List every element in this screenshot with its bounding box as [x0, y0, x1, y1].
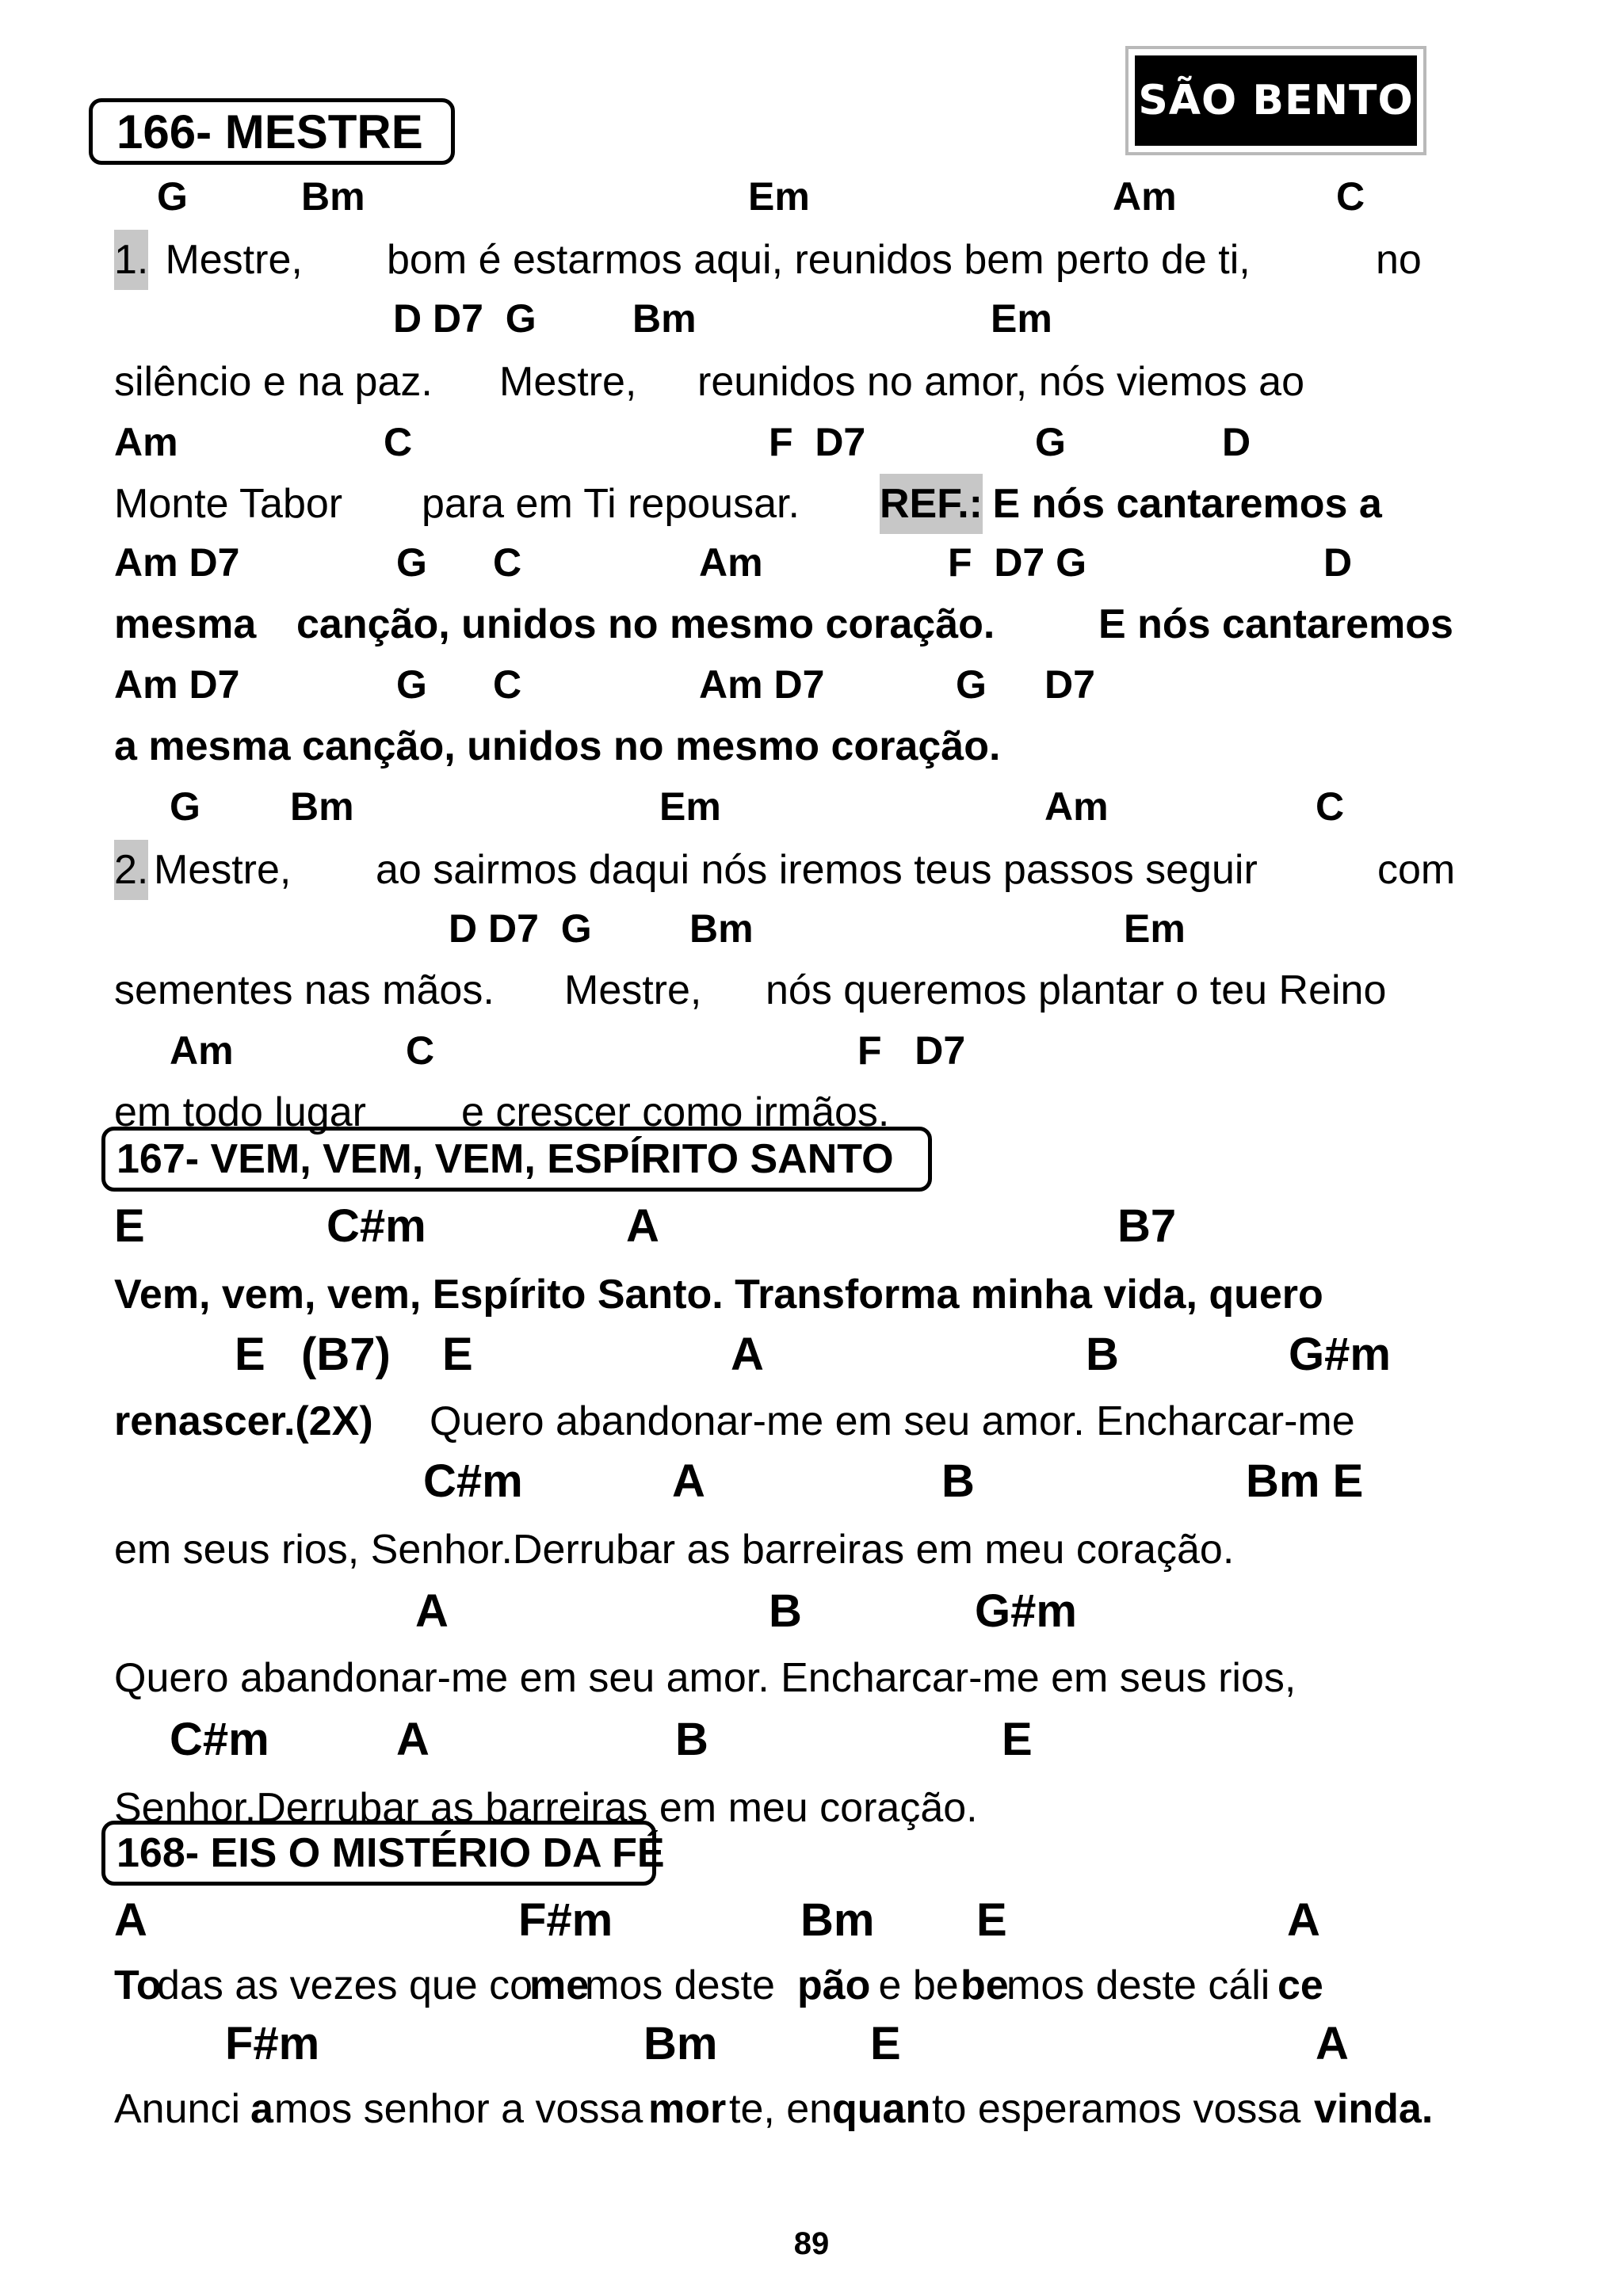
- chord-symbol: F#m: [225, 2018, 320, 2069]
- section-badge-label: SÃO BENTO: [1135, 55, 1417, 146]
- chord-symbol: Em: [1124, 906, 1186, 951]
- lyric-line: [0, 474, 1623, 534]
- chord-symbol: Am: [699, 540, 763, 585]
- chord-symbol: G: [396, 540, 427, 585]
- lyric-text: bom é estarmos aqui, reunidos bem perto de ti,: [387, 237, 1251, 283]
- lyric-text: sementes nas mãos.: [114, 967, 495, 1013]
- chord-line: [0, 166, 1623, 227]
- lyric-text: E nós cantaremos: [1098, 601, 1453, 647]
- chord-symbol: B: [1086, 1329, 1119, 1380]
- lyric-text: mor: [648, 2086, 727, 2132]
- chord-symbol: Em: [748, 174, 810, 219]
- lyric-text: a: [250, 2086, 273, 2132]
- chord-symbol: Em: [659, 784, 721, 829]
- song-title-167-text: 167- VEM, VEM, VEM, ESPÍRITO SANTO: [116, 1136, 894, 1182]
- chord-symbol: (B7): [301, 1329, 391, 1380]
- chord-symbol: E: [235, 1329, 265, 1380]
- chord-symbol: Am D7: [114, 540, 240, 585]
- chord-symbol: C#m: [170, 1714, 269, 1765]
- lyric-text: 1.: [114, 230, 148, 290]
- chord-symbol: Em: [991, 296, 1052, 341]
- lyric-text: e crescer como irmãos.: [461, 1089, 890, 1135]
- chord-line: [0, 898, 1623, 959]
- lyric-text: no: [1376, 237, 1422, 283]
- lyric-text: mos senhor a vossa: [274, 2086, 655, 2132]
- lyric-text: mesma: [114, 601, 257, 647]
- chord-symbol: Bm: [301, 174, 365, 219]
- lyric-line: [0, 1082, 1623, 1142]
- chord-symbol: A: [1287, 1894, 1320, 1946]
- lyric-line: [0, 1778, 1623, 1838]
- lyric-text: das as vezes que co: [157, 1962, 533, 2008]
- lyric-line: [0, 716, 1623, 776]
- chord-symbol: G: [396, 662, 427, 707]
- lyric-line: [0, 2079, 1623, 2139]
- chord-symbol: D7: [1044, 662, 1095, 707]
- song-title-166: [89, 98, 455, 165]
- lyric-text: em todo lugar: [114, 1089, 366, 1135]
- chord-symbol: F D7 G: [948, 540, 1087, 585]
- chord-symbol: D D7 G: [393, 296, 537, 341]
- chord-symbol: F D7: [857, 1028, 966, 1073]
- lyric-text: Vem, vem, vem, Espírito Santo. Transforma minha vida, quero: [114, 1272, 1323, 1318]
- lyric-text: nós queremos plantar o teu Reino: [766, 967, 1387, 1013]
- lyric-text: reunidos no amor, nós viemos ao: [697, 359, 1304, 405]
- lyric-text: To: [114, 1962, 162, 2008]
- chord-line: [0, 1451, 1623, 1512]
- lyric-text: Mestre,: [154, 237, 303, 283]
- chord-line: [0, 776, 1623, 837]
- lyric-text: para em Ti repousar.: [422, 481, 800, 527]
- lyric-text: ao sairmos daqui nós iremos teus passos seguir: [376, 847, 1258, 893]
- lyric-text: me: [529, 1962, 590, 2008]
- chord-symbol: D: [1323, 540, 1353, 585]
- chord-symbol: A: [396, 1714, 430, 1765]
- lyric-line: [0, 1955, 1623, 2016]
- lyric-text: 2.: [114, 840, 148, 900]
- lyric-text: renascer.(2X): [114, 1398, 373, 1444]
- lyric-line: [0, 1264, 1623, 1325]
- chord-symbol: Am: [170, 1028, 234, 1073]
- chord-symbol: D: [1222, 420, 1251, 464]
- chord-symbol: Bm: [800, 1894, 875, 1946]
- chord-symbol: D D7 G: [449, 906, 592, 951]
- song-title-168-text: 168- EIS O MISTÉRIO DA FÉ: [116, 1830, 665, 1876]
- chord-symbol: C#m: [327, 1200, 426, 1252]
- chord-symbol: G#m: [1289, 1329, 1391, 1380]
- chord-line: [0, 412, 1623, 472]
- lyric-text: E nós cantaremos a: [981, 481, 1382, 527]
- lyric-line: [0, 352, 1623, 412]
- lyric-text: silêncio e na paz.: [114, 359, 433, 405]
- lyric-text: e be: [867, 1962, 959, 2008]
- chord-line: [0, 654, 1623, 715]
- chord-symbol: C: [493, 540, 522, 585]
- lyric-text: pão: [797, 1962, 871, 2008]
- chord-symbol: C: [1316, 784, 1345, 829]
- lyric-text: ce: [1277, 1962, 1323, 2008]
- lyric-line: [0, 840, 1623, 900]
- chord-symbol: A: [672, 1455, 705, 1507]
- chord-symbol: C#m: [423, 1455, 523, 1507]
- chord-line: [0, 1581, 1623, 1642]
- lyric-text: com: [1377, 847, 1456, 893]
- lyric-text: quan: [832, 2086, 931, 2132]
- lyric-text: Senhor.Derrubar as barreiras em meu coração.: [114, 1785, 978, 1831]
- chord-symbol: B: [769, 1585, 802, 1637]
- lyric-line: [0, 1648, 1623, 1708]
- chord-symbol: G: [1035, 420, 1066, 464]
- chord-symbol: A: [415, 1585, 449, 1637]
- chord-symbol: C: [493, 662, 522, 707]
- lyric-text: te, en: [729, 2086, 833, 2132]
- chord-symbol: Bm: [290, 784, 354, 829]
- chord-line: [0, 1020, 1623, 1081]
- chord-line: [0, 532, 1623, 593]
- chord-symbol: C: [384, 420, 413, 464]
- lyric-line: [0, 594, 1623, 654]
- chord-symbol: A: [731, 1329, 764, 1380]
- chord-symbol: F#m: [518, 1894, 613, 1946]
- chord-symbol: B: [941, 1455, 975, 1507]
- chord-symbol: Bm: [643, 2018, 718, 2069]
- chord-symbol: G: [956, 662, 987, 707]
- lyric-text: Monte Tabor: [114, 481, 343, 527]
- chord-line: [0, 2014, 1623, 2074]
- lyric-text: em seus rios, Senhor.Derrubar as barreiras em meu coração.: [114, 1527, 1235, 1573]
- chord-line: [0, 1890, 1623, 1951]
- lyric-text: mos deste cáli: [1006, 1962, 1270, 2008]
- chord-symbol: Am: [114, 420, 178, 464]
- chord-symbol: Am: [1113, 174, 1177, 219]
- chord-symbol: A: [626, 1200, 659, 1252]
- chord-line: [0, 288, 1623, 349]
- section-badge: [1125, 46, 1426, 155]
- chord-symbol: G: [157, 174, 188, 219]
- lyric-text: Mestre,: [154, 847, 292, 893]
- chord-symbol: E: [1002, 1714, 1033, 1765]
- chord-line: [0, 1325, 1623, 1385]
- lyric-text: a mesma canção, unidos no mesmo coração.: [114, 723, 1001, 769]
- lyric-text: Mestre,: [564, 967, 702, 1013]
- chord-symbol: C: [406, 1028, 435, 1073]
- chord-line: [0, 1710, 1623, 1770]
- chord-symbol: Bm E: [1246, 1455, 1364, 1507]
- lyric-line: [0, 1391, 1623, 1451]
- lyric-text: Quero abandonar-me em seu amor. Encharcar-me: [430, 1398, 1355, 1444]
- chord-symbol: A: [114, 1894, 147, 1946]
- chord-symbol: G#m: [975, 1585, 1077, 1637]
- chord-symbol: E: [870, 2018, 901, 2069]
- chord-symbol: B7: [1117, 1200, 1177, 1252]
- lyric-line: [0, 230, 1623, 290]
- chord-symbol: G: [170, 784, 200, 829]
- chord-symbol: Am D7: [699, 662, 825, 707]
- lyric-text: Anunci: [114, 2086, 240, 2132]
- chord-line: [0, 1196, 1623, 1257]
- chord-symbol: A: [1316, 2018, 1349, 2069]
- lyric-text: vinda.: [1314, 2086, 1434, 2132]
- chord-symbol: F D7: [769, 420, 866, 464]
- lyric-text: Quero abandonar-me em seu amor. Encharcar-me em seus rios,: [114, 1655, 1296, 1701]
- lyric-text: mos deste: [585, 1962, 787, 2008]
- chord-symbol: Bm: [689, 906, 754, 951]
- lyric-text: canção, unidos no mesmo coração.: [296, 601, 995, 647]
- lyric-text: to esperamos vossa: [932, 2086, 1312, 2132]
- chord-symbol: E: [442, 1329, 473, 1380]
- chord-symbol: C: [1336, 174, 1365, 219]
- lyric-line: [0, 1520, 1623, 1580]
- chord-symbol: Am: [1044, 784, 1109, 829]
- chord-symbol: E: [114, 1200, 145, 1252]
- chord-symbol: B: [675, 1714, 708, 1765]
- lyric-line: [0, 960, 1623, 1020]
- lyric-text: be: [960, 1962, 1009, 2008]
- chord-symbol: Am D7: [114, 662, 240, 707]
- song-title-166-text: 166- MESTRE: [116, 105, 423, 158]
- lyric-text: REF.:: [880, 474, 983, 534]
- page-number: 89: [793, 2226, 830, 2261]
- lyric-text: Mestre,: [499, 359, 637, 405]
- chord-symbol: E: [976, 1894, 1007, 1946]
- chord-symbol: Bm: [632, 296, 697, 341]
